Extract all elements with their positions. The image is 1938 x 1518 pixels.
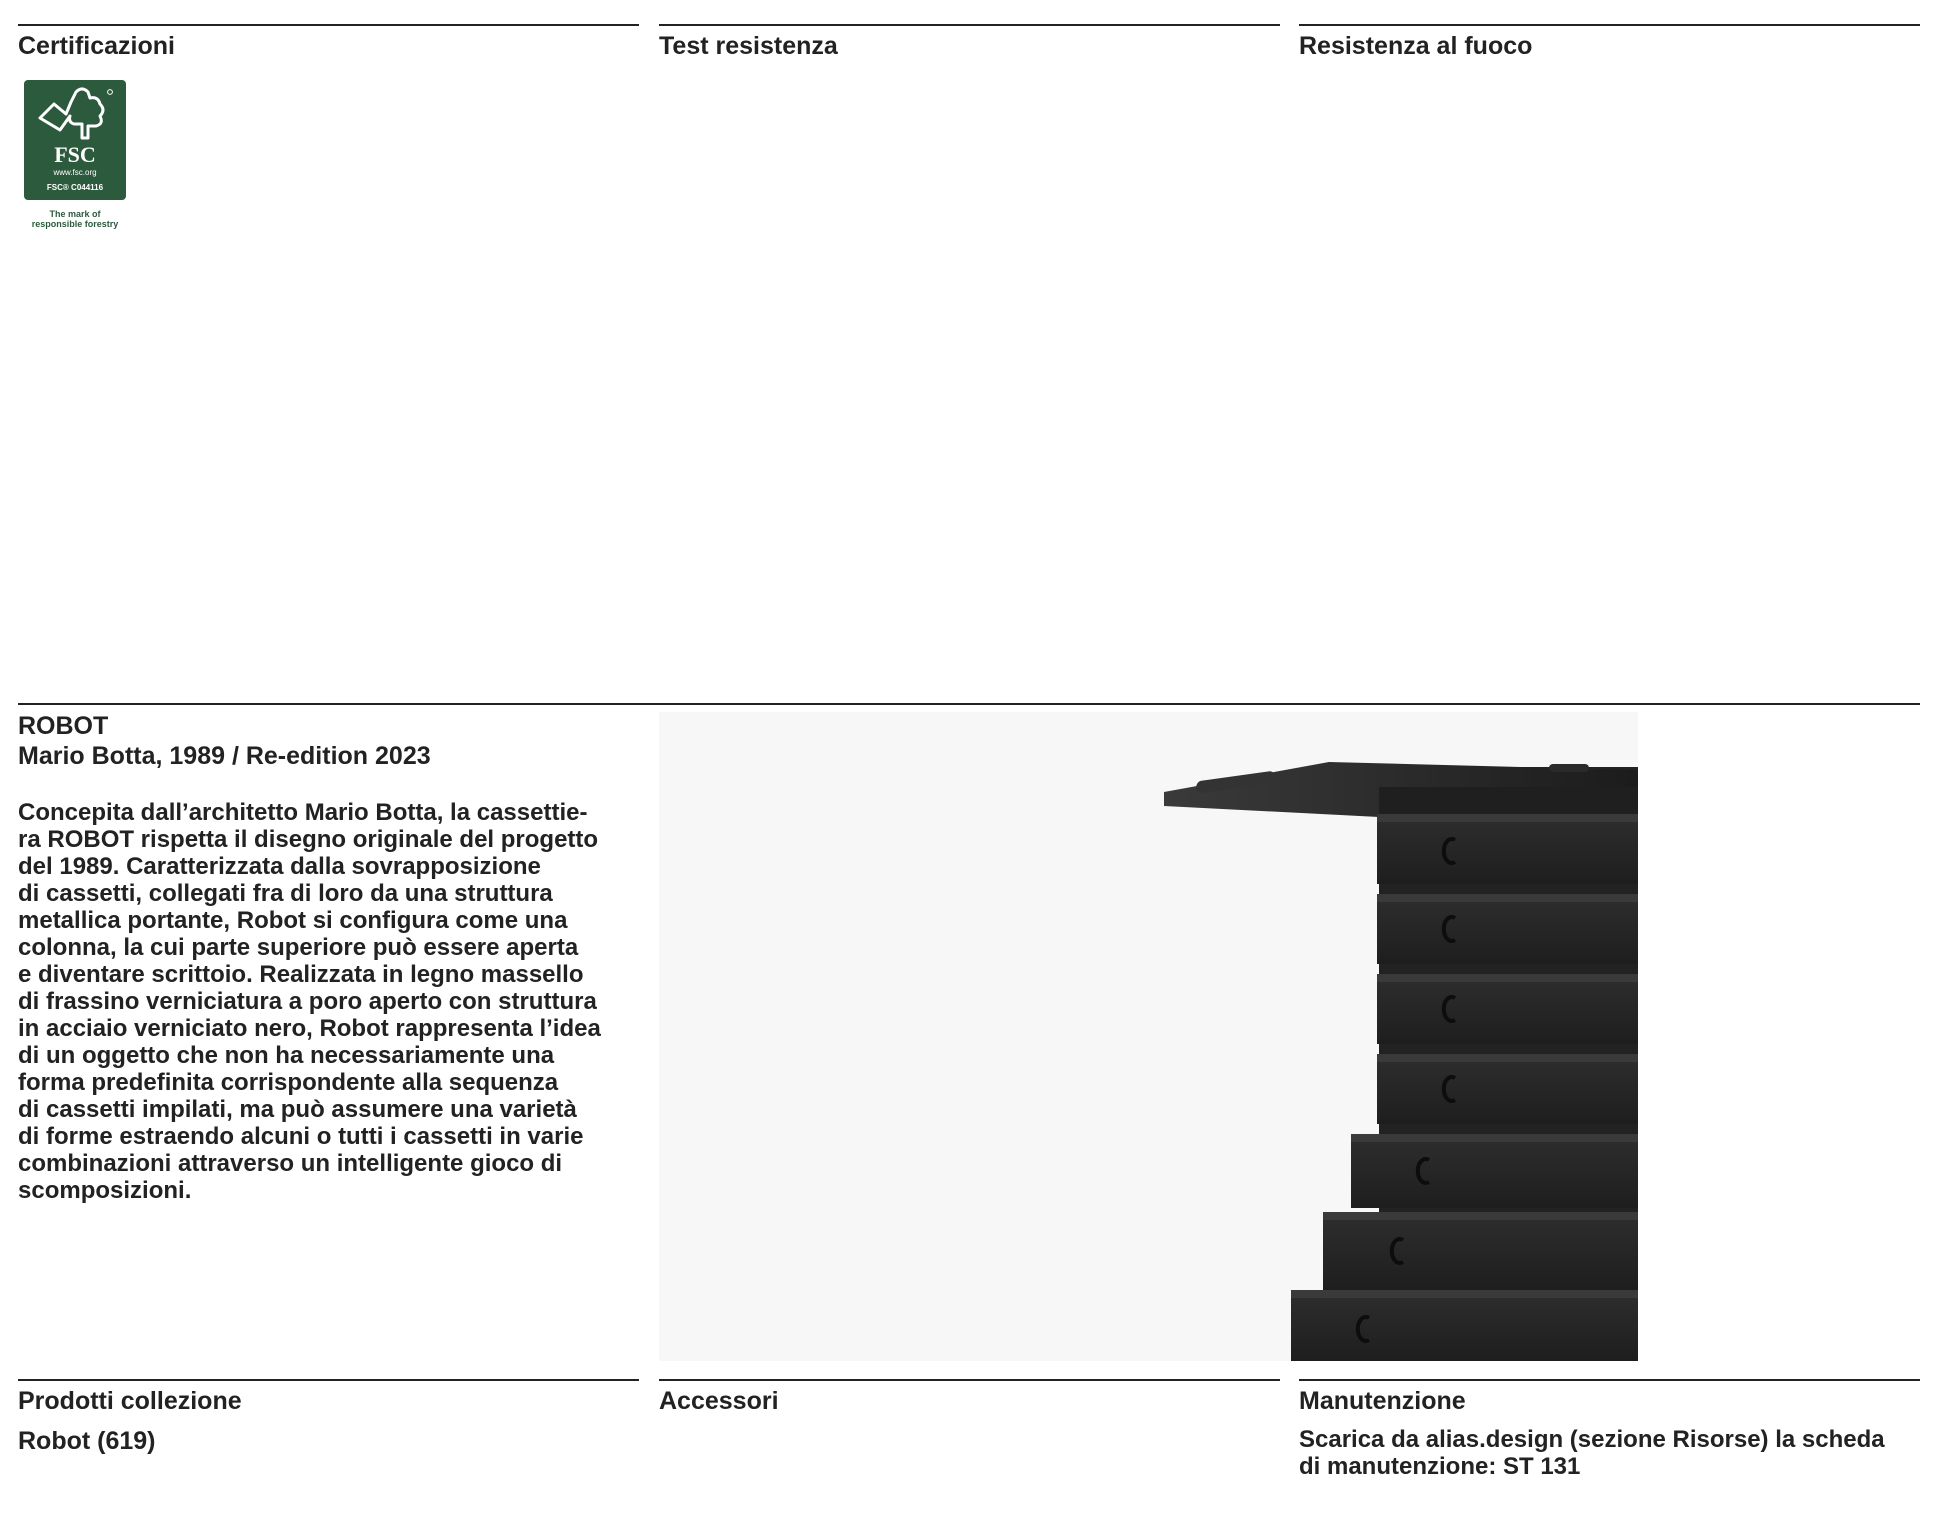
- fsc-license: FSC® C044116: [46, 183, 104, 192]
- drawer: [1377, 1054, 1638, 1124]
- drawer-cabinet-illustration: [659, 712, 1638, 1361]
- collection-item-link[interactable]: Robot (619): [18, 1427, 156, 1455]
- fsc-logo: [24, 80, 126, 200]
- drawer: [1377, 894, 1638, 964]
- product-info: [18, 711, 638, 1204]
- drawer: [1323, 1212, 1638, 1290]
- description-line: di cassetti impilati, ma può assumere una varietà: [18, 1096, 577, 1123]
- description-line: forma predefinita corrispondente alla sequenza: [18, 1069, 559, 1096]
- maintenance-heading: Manutenzione: [1299, 1387, 1466, 1415]
- product-description: [18, 799, 638, 1204]
- fsc-tagline-line-1: The mark of: [49, 209, 101, 219]
- drawer: [1351, 1134, 1638, 1208]
- product-photo: [659, 712, 1638, 1361]
- drawer: [1291, 1290, 1638, 1361]
- product-designer-line: Mario Botta, 1989 / Re-edition 2023: [18, 742, 431, 770]
- top-rule-fire: [1299, 24, 1920, 26]
- accessories-heading: Accessori: [659, 1387, 779, 1415]
- fire-resistance-heading: Resistenza al fuoco: [1299, 32, 1533, 60]
- maintenance-text: [1299, 1426, 1885, 1480]
- maintenance-line-2: di manutenzione: ST 131: [1299, 1453, 1581, 1480]
- fsc-tree-icon: [24, 80, 126, 200]
- description-line: e diventare scrittoio. Realizzata in legno massello: [18, 961, 584, 988]
- fsc-tagline-line-2: responsible forestry: [31, 219, 119, 229]
- fsc-tagline: [18, 209, 132, 229]
- description-line: ra ROBOT rispetta il disegno originale del progetto: [18, 826, 599, 853]
- product-name: ROBOT: [18, 712, 109, 740]
- maintenance-line-1: Scarica da alias.design (sezione Risorse) la scheda: [1299, 1426, 1885, 1453]
- bottom-rule-collection: [18, 1379, 639, 1381]
- description-line: di un oggetto che non ha necessariamente una: [18, 1042, 555, 1069]
- description-line: in acciaio verniciato nero, Robot rappresenta l’idea: [18, 1015, 601, 1042]
- resistance-test-heading: Test resistenza: [659, 32, 838, 60]
- top-rule-certifications: [18, 24, 639, 26]
- description-line: del 1989. Caratterizzata dalla sovrapposizione: [18, 853, 541, 880]
- description-line: di cassetti, collegati fra di loro da una struttura: [18, 880, 553, 907]
- collection-heading: Prodotti collezione: [18, 1387, 242, 1415]
- description-line: combinazioni attraverso un intelligente gioco di: [18, 1150, 563, 1177]
- certifications-heading: Certificazioni: [18, 32, 175, 60]
- middle-rule: [18, 703, 1920, 705]
- top-rule-resistance: [659, 24, 1280, 26]
- description-line: colonna, la cui parte superiore può essere aperta: [18, 934, 579, 961]
- description-line: di frassino verniciatura a poro aperto con struttura: [18, 988, 597, 1015]
- bottom-rule-accessories: [659, 1379, 1280, 1381]
- bottom-rule-maintenance: [1299, 1379, 1920, 1381]
- description-line: di forme estraendo alcuni o tutti i cassetti in varie: [18, 1123, 584, 1150]
- fsc-url: www.fsc.org: [53, 168, 97, 177]
- fsc-brand: FSC: [54, 142, 96, 167]
- drawer: [1377, 814, 1638, 884]
- description-line: Concepita dall’architetto Mario Botta, la cassettie-: [18, 799, 588, 826]
- description-line: scomposizioni.: [18, 1177, 192, 1204]
- drawer: [1377, 974, 1638, 1044]
- description-line: metallica portante, Robot si configura come una: [18, 907, 568, 934]
